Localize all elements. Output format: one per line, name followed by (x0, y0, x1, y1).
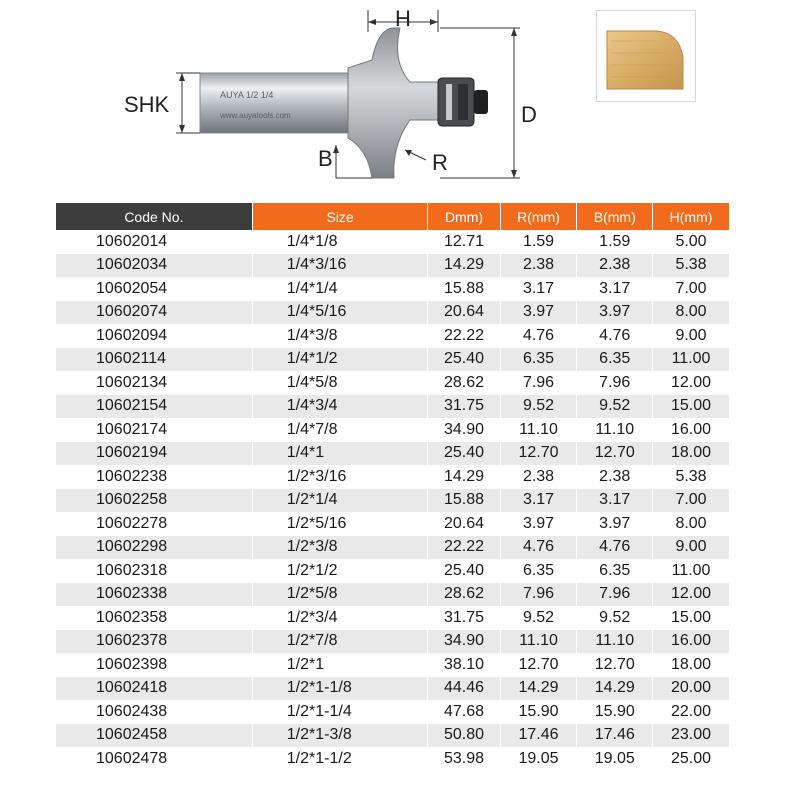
table-row (56, 371, 730, 395)
cell-code: 10602318 (56, 559, 252, 583)
cell-h: 5.00 (653, 230, 730, 254)
dimension-label-b: B (318, 146, 333, 171)
cell-r: 1.59 (500, 230, 577, 254)
cell-r: 19.05 (500, 747, 577, 771)
cell-b: 6.35 (577, 559, 653, 583)
cell-b: 7.96 (577, 371, 653, 395)
cell-code: 10602338 (56, 583, 252, 607)
table-header-row (56, 203, 730, 230)
cell-b: 3.17 (577, 277, 653, 301)
cell-d: 44.46 (428, 677, 500, 701)
cell-h: 18.00 (653, 653, 730, 677)
bearing-screw (474, 90, 488, 114)
cell-d: 38.10 (428, 653, 500, 677)
cell-code: 10602094 (56, 324, 252, 348)
cell-h: 11.00 (653, 348, 730, 372)
cell-code: 10602194 (56, 442, 252, 466)
cell-d: 34.90 (428, 418, 500, 442)
cell-size: 1/4*3/8 (252, 324, 428, 348)
cell-r: 15.90 (500, 700, 577, 724)
cell-d: 12.71 (428, 230, 500, 254)
cell-r: 9.52 (500, 395, 577, 419)
cell-size: 1/4*1/4 (252, 277, 428, 301)
cell-b: 1.59 (577, 230, 653, 254)
table-row (56, 489, 730, 513)
cell-size: 1/2*1-1/2 (252, 747, 428, 771)
table-row (56, 301, 730, 325)
table-row (56, 583, 730, 607)
cell-code: 10602358 (56, 606, 252, 630)
cell-size: 1/2*1/4 (252, 489, 428, 513)
cell-r: 4.76 (500, 536, 577, 560)
cell-h: 9.00 (653, 536, 730, 560)
cell-code: 10602298 (56, 536, 252, 560)
table-row (56, 630, 730, 654)
cell-h: 5.38 (653, 254, 730, 278)
cell-d: 20.64 (428, 301, 500, 325)
cell-size: 1/2*5/8 (252, 583, 428, 607)
table-row (56, 230, 730, 254)
cell-code: 10602174 (56, 418, 252, 442)
shank-url: www.auyatools.com (220, 111, 291, 120)
cell-size: 1/2*5/16 (252, 512, 428, 536)
table-row (56, 677, 730, 701)
cell-d: 31.75 (428, 606, 500, 630)
cell-size: 1/2*1-3/8 (252, 724, 428, 748)
cell-code: 10602458 (56, 724, 252, 748)
cell-d: 28.62 (428, 371, 500, 395)
cell-h: 8.00 (653, 301, 730, 325)
cell-b: 19.05 (577, 747, 653, 771)
cell-b: 9.52 (577, 606, 653, 630)
table-row (56, 700, 730, 724)
cell-size: 1/4*5/8 (252, 371, 428, 395)
header-r: R(mm) (500, 203, 577, 230)
cell-d: 14.29 (428, 465, 500, 489)
cell-b: 4.76 (577, 536, 653, 560)
cell-h: 7.00 (653, 277, 730, 301)
cell-h: 5.38 (653, 465, 730, 489)
header-b: B(mm) (577, 203, 653, 230)
cell-b: 9.52 (577, 395, 653, 419)
cell-code: 10602278 (56, 512, 252, 536)
cell-size: 1/4*7/8 (252, 418, 428, 442)
cell-b: 3.97 (577, 512, 653, 536)
cell-code: 10602134 (56, 371, 252, 395)
cell-code: 10602054 (56, 277, 252, 301)
cell-size: 1/4*1/8 (252, 230, 428, 254)
cell-r: 7.96 (500, 583, 577, 607)
cell-d: 22.22 (428, 536, 500, 560)
cell-b: 4.76 (577, 324, 653, 348)
cell-size: 1/4*1/2 (252, 348, 428, 372)
cell-r: 4.76 (500, 324, 577, 348)
cell-r: 7.96 (500, 371, 577, 395)
cell-size: 1/4*3/16 (252, 254, 428, 278)
cell-b: 17.46 (577, 724, 653, 748)
cell-size: 1/2*3/4 (252, 606, 428, 630)
spec-table (56, 203, 730, 771)
cell-size: 1/2*1-1/4 (252, 700, 428, 724)
cell-b: 12.70 (577, 653, 653, 677)
cell-d: 15.88 (428, 489, 500, 513)
table-row (56, 324, 730, 348)
cell-d: 22.22 (428, 324, 500, 348)
shank-engraving: AUYA 1/2 1/4 (220, 90, 274, 100)
cell-code: 10602114 (56, 348, 252, 372)
cell-h: 11.00 (653, 559, 730, 583)
cell-d: 31.75 (428, 395, 500, 419)
cell-d: 53.98 (428, 747, 500, 771)
cell-b: 11.10 (577, 630, 653, 654)
profile-thumbnail (596, 10, 696, 102)
cell-size: 1/2*1/2 (252, 559, 428, 583)
wood-profile-image (597, 11, 695, 101)
shank (200, 73, 348, 133)
cell-h: 15.00 (653, 606, 730, 630)
cell-h: 22.00 (653, 700, 730, 724)
cell-code: 10602154 (56, 395, 252, 419)
cell-h: 12.00 (653, 371, 730, 395)
cell-h: 18.00 (653, 442, 730, 466)
cell-r: 11.10 (500, 418, 577, 442)
cell-b: 2.38 (577, 254, 653, 278)
cell-r: 17.46 (500, 724, 577, 748)
cell-b: 7.96 (577, 583, 653, 607)
cell-r: 11.10 (500, 630, 577, 654)
cell-b: 3.97 (577, 301, 653, 325)
cell-h: 7.00 (653, 489, 730, 513)
cell-size: 1/4*3/4 (252, 395, 428, 419)
cell-r: 6.35 (500, 348, 577, 372)
header-d: Dmm) (428, 203, 500, 230)
cell-h: 15.00 (653, 395, 730, 419)
cell-h: 25.00 (653, 747, 730, 771)
table-row (56, 559, 730, 583)
cell-h: 16.00 (653, 418, 730, 442)
cell-size: 1/2*7/8 (252, 630, 428, 654)
cell-size: 1/2*3/8 (252, 536, 428, 560)
cell-h: 9.00 (653, 324, 730, 348)
cell-code: 10602418 (56, 677, 252, 701)
cell-r: 2.38 (500, 254, 577, 278)
cell-b: 14.29 (577, 677, 653, 701)
table-row (56, 254, 730, 278)
dimension-label-r: R (432, 150, 448, 175)
table-row (56, 395, 730, 419)
cell-b: 12.70 (577, 442, 653, 466)
cell-d: 28.62 (428, 583, 500, 607)
cell-code: 10602398 (56, 653, 252, 677)
cell-d: 14.29 (428, 254, 500, 278)
cell-d: 47.68 (428, 700, 500, 724)
cell-h: 23.00 (653, 724, 730, 748)
cell-b: 11.10 (577, 418, 653, 442)
cell-d: 25.40 (428, 559, 500, 583)
cell-code: 10602438 (56, 700, 252, 724)
router-bit-diagram (0, 0, 560, 195)
table-row (56, 724, 730, 748)
table-row (56, 747, 730, 771)
cell-r: 6.35 (500, 559, 577, 583)
cell-r: 12.70 (500, 442, 577, 466)
dimension-label-d: D (521, 102, 537, 127)
cell-b: 2.38 (577, 465, 653, 489)
cell-r: 2.38 (500, 465, 577, 489)
table-row (56, 418, 730, 442)
cell-r: 9.52 (500, 606, 577, 630)
bearing (438, 78, 474, 126)
table-row (56, 512, 730, 536)
header-code: Code No. (56, 203, 252, 230)
cell-h: 16.00 (653, 630, 730, 654)
dimension-label-shk: SHK (124, 92, 170, 117)
header-h: H(mm) (653, 203, 730, 230)
cell-size: 1/4*1 (252, 442, 428, 466)
cell-code: 10602478 (56, 747, 252, 771)
dimension-label-h: H (395, 6, 411, 31)
cell-d: 34.90 (428, 630, 500, 654)
cell-h: 8.00 (653, 512, 730, 536)
cell-b: 6.35 (577, 348, 653, 372)
cutter-body (348, 28, 438, 178)
cell-code: 10602378 (56, 630, 252, 654)
table-row (56, 606, 730, 630)
table-row (56, 442, 730, 466)
cell-b: 15.90 (577, 700, 653, 724)
cell-code: 10602034 (56, 254, 252, 278)
cell-code: 10602074 (56, 301, 252, 325)
table-row (56, 277, 730, 301)
cell-r: 3.97 (500, 512, 577, 536)
cell-code: 10602238 (56, 465, 252, 489)
cell-size: 1/2*1 (252, 653, 428, 677)
cell-size: 1/2*1-1/8 (252, 677, 428, 701)
table-row (56, 348, 730, 372)
cell-b: 3.17 (577, 489, 653, 513)
cell-d: 50.80 (428, 724, 500, 748)
cell-d: 20.64 (428, 512, 500, 536)
table-row (56, 536, 730, 560)
cell-size: 1/2*3/16 (252, 465, 428, 489)
cell-code: 10602258 (56, 489, 252, 513)
table-row (56, 465, 730, 489)
cell-size: 1/4*5/16 (252, 301, 428, 325)
cell-h: 12.00 (653, 583, 730, 607)
cell-r: 12.70 (500, 653, 577, 677)
cell-d: 25.40 (428, 442, 500, 466)
cell-d: 15.88 (428, 277, 500, 301)
header-size: Size (252, 203, 428, 230)
cell-r: 3.97 (500, 301, 577, 325)
cell-r: 3.17 (500, 277, 577, 301)
cell-d: 25.40 (428, 348, 500, 372)
cell-r: 14.29 (500, 677, 577, 701)
cell-code: 10602014 (56, 230, 252, 254)
table-row (56, 653, 730, 677)
cell-h: 20.00 (653, 677, 730, 701)
cell-r: 3.17 (500, 489, 577, 513)
